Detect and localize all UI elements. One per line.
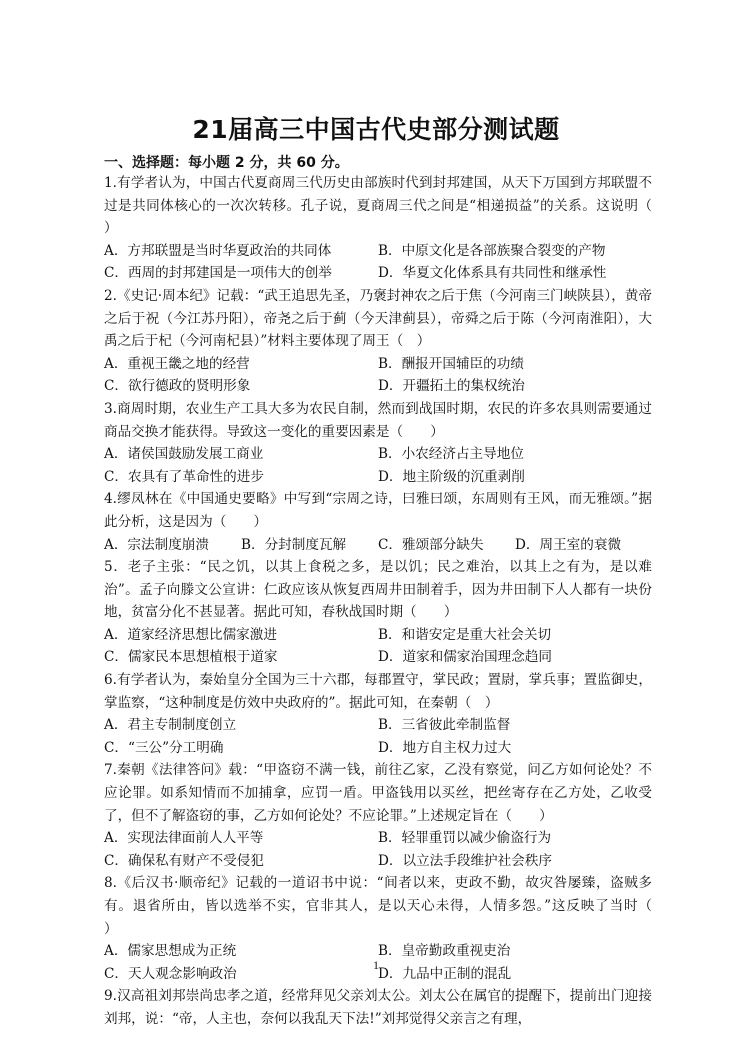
option-d: D．华夏文化体系具有共同性和继承性 <box>378 265 607 282</box>
option-a: A．君主专制制度创立 <box>104 717 237 734</box>
option-d: D．地主阶级的沉重剥削 <box>378 468 525 485</box>
question <box>104 488 652 556</box>
question-stem: 9.汉高祖刘邦崇尚忠孝之道，经常拜见父亲刘太公。刘太公在属官的提醒下，提前出门迎接刘邦，说：“帝，人主也，奈何以我乱天下法!”刘邦觉得父亲言之有理， <box>104 988 652 1027</box>
option-b: B．皇帝勤政重视吏治 <box>378 943 511 960</box>
option-c: C．雅颂部分缺失 <box>378 536 484 553</box>
option-a: A．儒家思想成为正统 <box>104 943 237 960</box>
question <box>104 398 652 488</box>
option-c: C．儒家民本思想植根于道家 <box>104 649 278 666</box>
option-c: C．西周的封邦建国是一项伟大的创举 <box>104 265 332 282</box>
option-b: B．小农经济占主导地位 <box>378 446 524 463</box>
option-d: D．开疆拓土的集权统治 <box>378 378 525 395</box>
option-b: B．酬报开国辅臣的功绩 <box>378 355 524 372</box>
option-d: D．九品中正制的混乱 <box>378 965 512 982</box>
option-c: C．欲行德政的贤明形象 <box>104 378 251 395</box>
question-stem: 2.《史记·周本纪》记载：“武王追思先圣，乃褒封神农之后于焦（今河南三门峡陕县），黄帝之后于祝（今江苏丹阳），帝尧之后于蓟（今天津蓟县），帝舜之后于陈（今河南淮阳），大禹之后于杞（今河南杞县）”材料主要体现了周王（ ） <box>104 287 652 350</box>
question <box>104 669 652 759</box>
question-stem: 8.《后汉书·顺帝纪》记载的一道诏书中说：“间者以来，吏政不勤，故灾咎屡臻，盗贼多有。退省所由，皆以选举不实，官非其人，是以天心未得，人情多怨。”这反映了当时（ ） <box>104 875 680 937</box>
option-b: B．三省彼此牵制监督 <box>378 717 511 734</box>
option-a: A．重视王畿之地的经营 <box>104 355 250 372</box>
option-d: D．地方自主权力过大 <box>378 739 512 756</box>
option-b: B．分封制度瓦解 <box>241 536 347 553</box>
option-c: C．农具有了革命性的进步 <box>104 468 264 485</box>
option-d: D．道家和儒家治国理念趋同 <box>378 649 553 666</box>
option-d: D．周王室的衰微 <box>515 536 622 553</box>
option-c: C．天人观念影响政治 <box>104 965 237 982</box>
option-a: A．宗法制度崩溃 <box>104 536 209 553</box>
question <box>104 985 652 1030</box>
question-stem: 3.商周时期，农业生产工具大多为农民自制，然而到战国时期，农民的许多农具则需要通过商品交换才能获得。导致这一变化的重要因素是（ ） <box>104 400 652 440</box>
question <box>104 759 652 872</box>
option-c: C．确保私有财产不受侵犯 <box>104 852 264 869</box>
question-stem: 5．老子主张：“民之饥，以其上食税之多，是以饥；民之难治，以其上之有为，是以难治”。孟子向滕文公宣讲：仁政应该从恢复西周井田制着手，因为井田制下人人都有一块份地，贫富分化不甚显著。据此可知，春秋战国时期（ ） <box>104 559 652 621</box>
option-a: A．诸侯国鼓励发展工商业 <box>104 446 264 463</box>
option-d: D．以立法手段维护社会秩序 <box>378 852 553 869</box>
option-a: A．道家经济思想比儒家激进 <box>104 626 277 643</box>
section-heading: 一、选择题：每小题 2 分，共 60 分。 <box>104 155 349 171</box>
question-stem: 6.有学者认为，秦始皇分全国为三十六郡，每郡置守，掌民政；置尉，掌兵事；置监御史，掌监察，“这种制度是仿效中央政府的”。据此可知，在秦朝（ ） <box>104 672 652 711</box>
page-title: 21届高三中国古代史部分测试题 <box>192 115 560 144</box>
question <box>104 172 680 285</box>
page-number: 1 <box>373 958 379 972</box>
question-list <box>104 172 680 1031</box>
question-stem: 7.秦朝《法律答问》载：“甲盗窃不满一钱，前往乙家，乙没有察觉，问乙方如何论处？不应论罪。如系知情而不加捕拿，应罚一盾。甲盗钱用以买丝，把丝寄存在乙方处，乙收受了，但不了解盗窃的事，乙方如何论处？不应论罪。”上述规定旨在（ ） <box>104 762 652 824</box>
option-b: B．中原文化是各部族聚合裂变的产物 <box>378 242 606 259</box>
question-stem: 4.缪凤林在《中国通史要略》中写到“宗周之诗，曰雅曰颂，东周则有王风，而无雅颂。”据此分析，这是因为（ ） <box>104 491 652 530</box>
option-a: A．方邦联盟是当时华夏政治的共同体 <box>104 242 332 259</box>
question-stem: 1.有学者认为，中国古代夏商周三代历史由部族时代到封邦建国，从天下万国到方邦联盟不过是共同体核心的一次次转移。孔子说，夏商周三代之间是“相递损益”的关系。这说明（ ） <box>104 175 680 237</box>
option-b: B．轻罪重罚以减少偷盗行为 <box>378 830 552 847</box>
option-c: C．“三公”分工明确 <box>104 739 224 756</box>
option-a: A．实现法律面前人人平等 <box>104 830 264 847</box>
question <box>104 285 652 398</box>
question <box>104 556 652 669</box>
option-b: B．和谐安定是重大社会关切 <box>378 626 552 643</box>
